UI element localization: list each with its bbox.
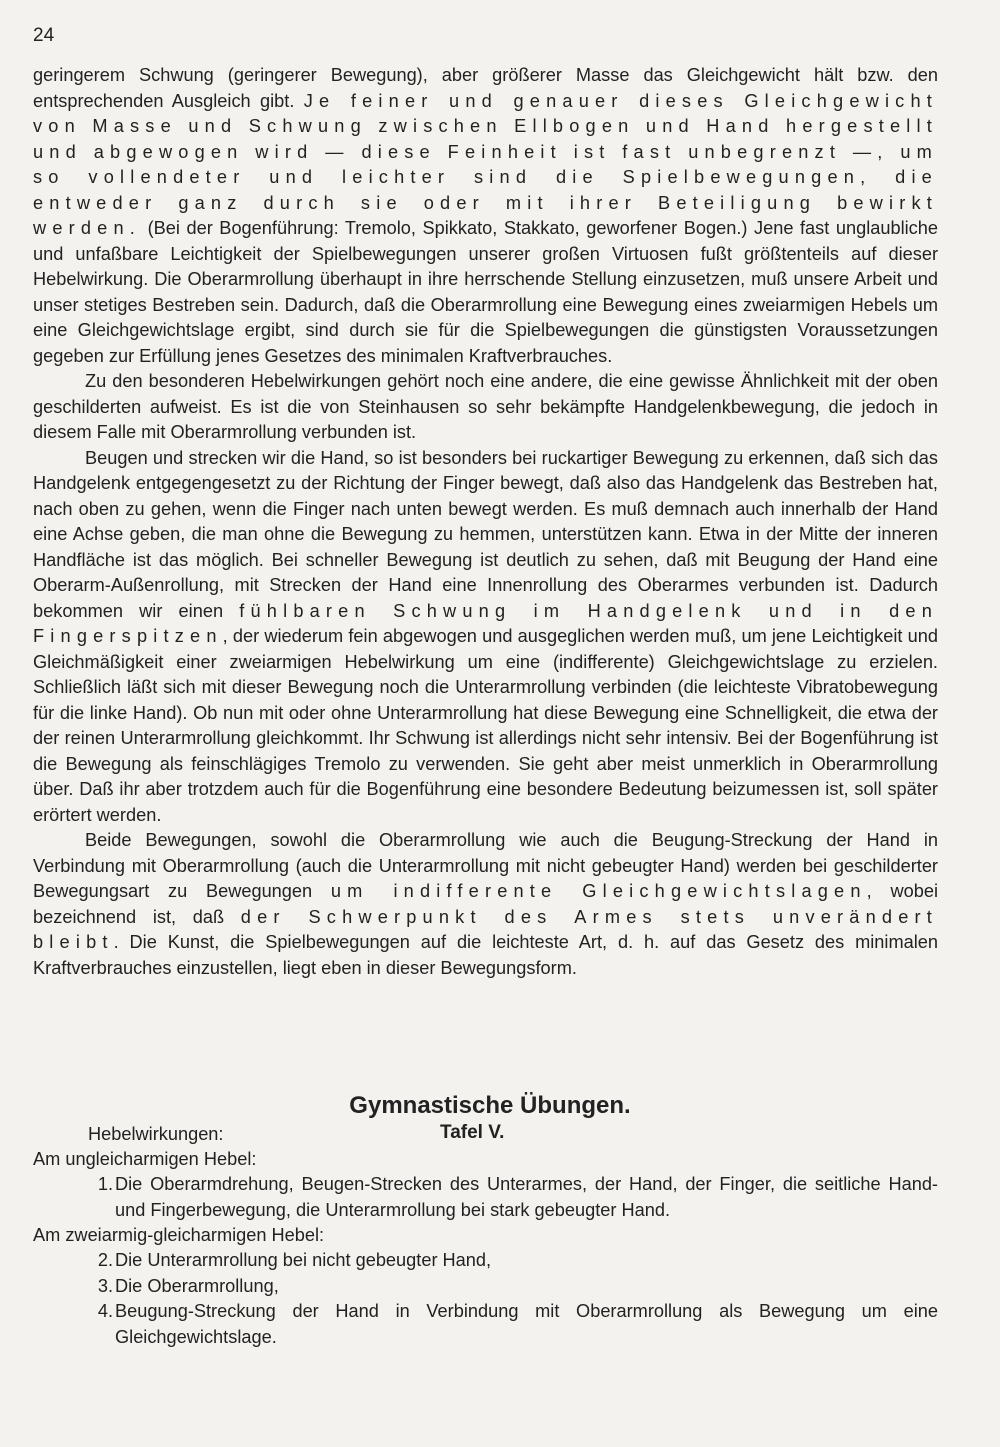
text-run: , der wiederum fein abgewogen und ausgeglichen werden muß, um jene Leichtigkeit und Gleichmäßigkeit einer zweiarmigen Hebelwirkung um eine (indifferente) Gleichgewichtslage zu erzielen. Schließlich läßt sich mit dieser Bewegung noch die Unterarmrollung verbinden (die leichteste Vibratobewegung für die linke Hand). Ob nun mit oder ohne Unterarmrollung hat diese Bewegung eine Schnelligkeit, die etwa der der reinen Unterarmrollung gleichkommt. Ihr Schwung ist allerdings nicht sehr intensiv. Bei der Bogenführung ist die Bewegung als feinschlägiges Tremolo zu verwenden. Sie geht aber meist unmerklich in Oberarmrollung über. Daß ihr aber trotzdem auch für die Bogenführung eine besondere Bedeutung beizumessen ist, soll später erörtert werden.	[33, 626, 938, 825]
text-run: Beide Bewegungen, sowohl die Oberarmrollung wie auch die Beugung-Streckung der Hand in Verbindung mit Oberarmrollung (auch die Unterarmrollung mit nicht gebeugter Hand) werden bei geschilderter Bewegungsart zu Bewegungen	[33, 830, 938, 901]
subheading-hebelwirkungen: Hebelwirkungen:	[88, 1124, 224, 1144]
section-heading: Gymnastische Übungen.	[349, 1092, 631, 1119]
spaced-emphasis: Je feiner und genauer dieses Gleichgewicht von Masse und Schwung zwischen Ellbogen und Hand hergestellt und abgewogen wird — diese Feinheit ist fast unbegrenzt —, um so vollendeter und leichter sind die Spielbewegungen, die entweder ganz durch sie oder mit ihrer Beteiligung bewirkt werden.	[33, 90, 939, 238]
spaced-emphasis: um indifferente Gleichgewichtslagen	[330, 881, 867, 901]
body-text	[33, 63, 938, 981]
plate-reference: Tafel V.	[440, 1122, 505, 1143]
list-item	[33, 1299, 938, 1350]
text-run: . Die Kunst, die Spielbewegungen auf die leichteste Art, d. h. auf das Gesetz des minimalen Kraftverbrauches einzustellen, liegt eben in dieser Bewegungsform.	[33, 932, 938, 978]
list-text: Die Oberarmdrehung, Beugen-Strecken des Unterarmes, der Hand, der Finger, die seitliche Hand- und Fingerbewegung, die Unterarmrollung bei stark gebeugter Hand.	[115, 1174, 938, 1220]
exercise-list-equal	[33, 1248, 938, 1350]
text-run: Beugen und strecken wir die Hand, so ist besonders bei ruckartiger Bewegung zu erkennen, daß sich das Handgelenk entgegengesetzt zu der Richtung der Finger bewegt, daß also das Handgelenk das Bestreben hat, nach oben zu gehen, wenn die Finger nach unten bewegt werden. Es muß demnach auch innerhalb der Hand eine Achse geben, die man ohne die Bewegung zu hemmen, unterstützen kann. Etwa in der Mitte der inneren Handfläche ist das möglich. Bei schneller Bewegung ist deutlich zu sehen, daß mit Beugung der Hand eine Oberarm-Außenrollung, mit Strecken der Hand eine Innenrollung des Oberarmes verbunden ist. Dadurch bekommen wir einen	[33, 447, 938, 621]
text-run: (Bei der Bogenführung: Tremolo, Spikkato, Stakkato, geworfener Bogen.) Jene fast unglaubliche und unfaßbare Leichtigkeit der Spielbewegungen unserer großen Virtuosen fußt größtenteils auf dieser Hebelwirkung. Die Oberarmrollung überhaupt in ihre herrschende Stellung einzusetzen, muß unsere Arbeit und unser stetiges Bestreben sein. Dadurch, daß die Oberarmrollung eine Bewegung eines zweiarmigen Hebels um eine Gleichgewichtslage ergibt, sind durch sie für die Spielbewegungen die günstigsten Voraussetzungen gegeben zur Erfüllung jenes Gesetzes des minimalen Kraftverbrauches.	[33, 218, 938, 366]
list-number: 2.	[97, 1250, 113, 1270]
list-item	[33, 1274, 938, 1300]
paragraph	[33, 63, 938, 369]
paragraph	[33, 369, 938, 446]
group-label-equal-lever: Am zweiarmig-gleicharmigen Hebel:	[33, 1225, 325, 1245]
spaced-emphasis: der Schwerpunkt des Armes stets unverändert bleibt	[33, 906, 938, 952]
list-item	[33, 1172, 938, 1223]
list-text: Beugung-Streckung der Hand in Verbindung mit Oberarmrollung als Bewegung um eine Gleichgewichtslage.	[115, 1301, 938, 1347]
list-item	[33, 1248, 938, 1274]
list-text: Die Unterarmrollung bei nicht gebeugter Hand,	[115, 1250, 492, 1270]
text-run: Zu den besonderen Hebelwirkungen gehört noch eine andere, die eine gewisse Ähnlichkeit mit der oben geschilderten aufweist. Es ist die von Steinhausen so sehr bekämpfte Handgelenkbewegung, die jedoch in diesem Falle mit Oberarmrollung verbunden ist.	[33, 371, 938, 442]
group-label-unequal-lever: Am ungleicharmigen Hebel:	[33, 1149, 257, 1169]
page-number: 24	[33, 25, 55, 46]
exercise-list-unequal	[33, 1172, 938, 1223]
paragraph	[33, 446, 938, 829]
paragraph	[33, 828, 938, 981]
list-number: 4.	[97, 1301, 113, 1321]
list-number: 3.	[97, 1275, 113, 1296]
text-run: geringerem Schwung (geringerer Bewegung), aber größerer Masse das Gleichgewicht hält bzw. den entsprechenden Ausgleich gibt.	[33, 65, 938, 111]
spaced-emphasis: fühlbaren Schwung im Handgelenk und in den Fingerspitzen	[33, 600, 938, 646]
text-run: , wobei bezeichnend ist, daß	[33, 881, 938, 927]
list-number: 1.	[97, 1174, 113, 1194]
list-text: Die Oberarmrollung,	[115, 1275, 279, 1296]
